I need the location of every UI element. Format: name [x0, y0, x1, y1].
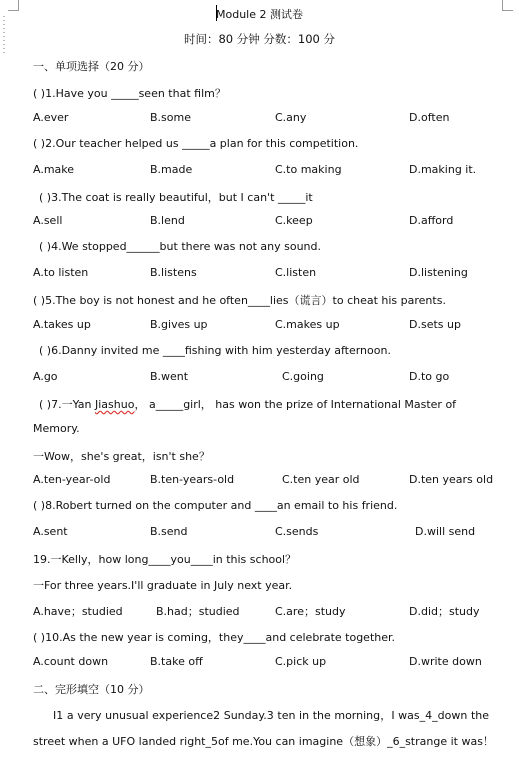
- option-c: C.any: [275, 111, 307, 124]
- option-a: A.to listen: [33, 266, 89, 279]
- option-a: A.count down: [33, 655, 109, 668]
- option-a: A.sell: [33, 214, 63, 227]
- option-b: B.had；studied: [156, 605, 240, 618]
- stem-part: ( )7.一Yan: [39, 398, 92, 411]
- option-c: C.sends: [275, 525, 319, 538]
- question-stem: ( )1.Have you _____seen that film？: [33, 87, 226, 100]
- option-b: B.some: [150, 111, 191, 124]
- option-b: B.went: [150, 370, 189, 383]
- option-a: A.make: [33, 163, 75, 176]
- option-c: C.are；study: [275, 605, 346, 618]
- option-c: C.going: [282, 370, 324, 383]
- question-stem: ( )6.Danny invited me ____fishing with him yesterday afternoon.: [39, 344, 391, 357]
- question-stem: ( )3.The coat is really beautiful，but I can't _____it: [39, 191, 313, 204]
- option-c: C.keep: [275, 214, 313, 227]
- option-a: A.go: [33, 370, 58, 383]
- option-d: D.to go: [409, 370, 450, 383]
- question-stem: ( )2.Our teacher helped us _____a plan for this competition.: [33, 137, 359, 150]
- question-stem-continued: Memory.: [33, 422, 80, 435]
- option-d: D.ten years old: [409, 473, 494, 486]
- option-b: B.lend: [150, 214, 185, 227]
- option-b: B.send: [150, 525, 188, 538]
- option-b: B.ten-years-old: [150, 473, 235, 486]
- page-title: Module 2 测试卷: [216, 8, 303, 21]
- section-heading: 一、单项选择（20 分）: [33, 60, 150, 73]
- option-d: D.often: [409, 111, 450, 124]
- option-b: B.take off: [150, 655, 203, 668]
- option-d: D.sets up: [409, 318, 461, 331]
- option-a: A.ten-year-old: [33, 473, 111, 486]
- option-d: D.afford: [409, 214, 454, 227]
- stem-part: ， a_____girl， has won the prize of International Master of: [134, 398, 457, 411]
- option-c: C.to making: [275, 163, 342, 176]
- passage-line: street when a UFO landed right_5of me.You can imagine（想象）_6_strange it was！: [33, 735, 494, 748]
- option-d: D.will send: [415, 525, 476, 538]
- page-subtitle: 时间：80 分钟 分数：100 分: [183, 32, 336, 46]
- question-stem: 19.一Kelly，how long____you____in this school？: [33, 553, 297, 566]
- section-heading: 二、完形填空（10 分）: [33, 683, 150, 696]
- option-c: C.makes up: [275, 318, 340, 331]
- option-c: C.pick up: [275, 655, 327, 668]
- option-d: D.making it.: [409, 163, 477, 176]
- person-name: Jiashuo: [95, 398, 135, 411]
- dialogue-line: 一Wow，she's great，isn't she？: [33, 450, 210, 463]
- option-a: A.takes up: [33, 318, 91, 331]
- option-d: D.did；study: [409, 605, 480, 618]
- passage-line: I1 a very unusual experience2 Sunday.3 ten in the morning，I was_4_down the: [53, 709, 489, 722]
- dialogue-line: 一For three years.I'll graduate in July next year.: [33, 579, 293, 592]
- option-a: A.have；studied: [33, 605, 123, 618]
- option-b: B.listens: [150, 266, 197, 279]
- option-d: D.listening: [409, 266, 468, 279]
- question-stem: ( )5.The boy is not honest and he often____lies（谎言）to cheat his parents.: [33, 294, 446, 307]
- option-b: B.gives up: [150, 318, 208, 331]
- question-stem: ( )4.We stopped______but there was not any sound.: [39, 240, 321, 253]
- option-a: A.ever: [33, 111, 69, 124]
- option-c: C.listen: [275, 266, 317, 279]
- question-stem: ( )8.Robert turned on the computer and ____an email to his friend.: [33, 499, 398, 512]
- option-b: B.made: [150, 163, 193, 176]
- question-stem: ( )10.As the new year is coming，they____and celebrate together.: [33, 631, 396, 644]
- option-a: A.sent: [33, 525, 68, 538]
- option-d: D.write down: [409, 655, 482, 668]
- option-c: C.ten year old: [282, 473, 360, 486]
- question-stem: [39, 396, 456, 412]
